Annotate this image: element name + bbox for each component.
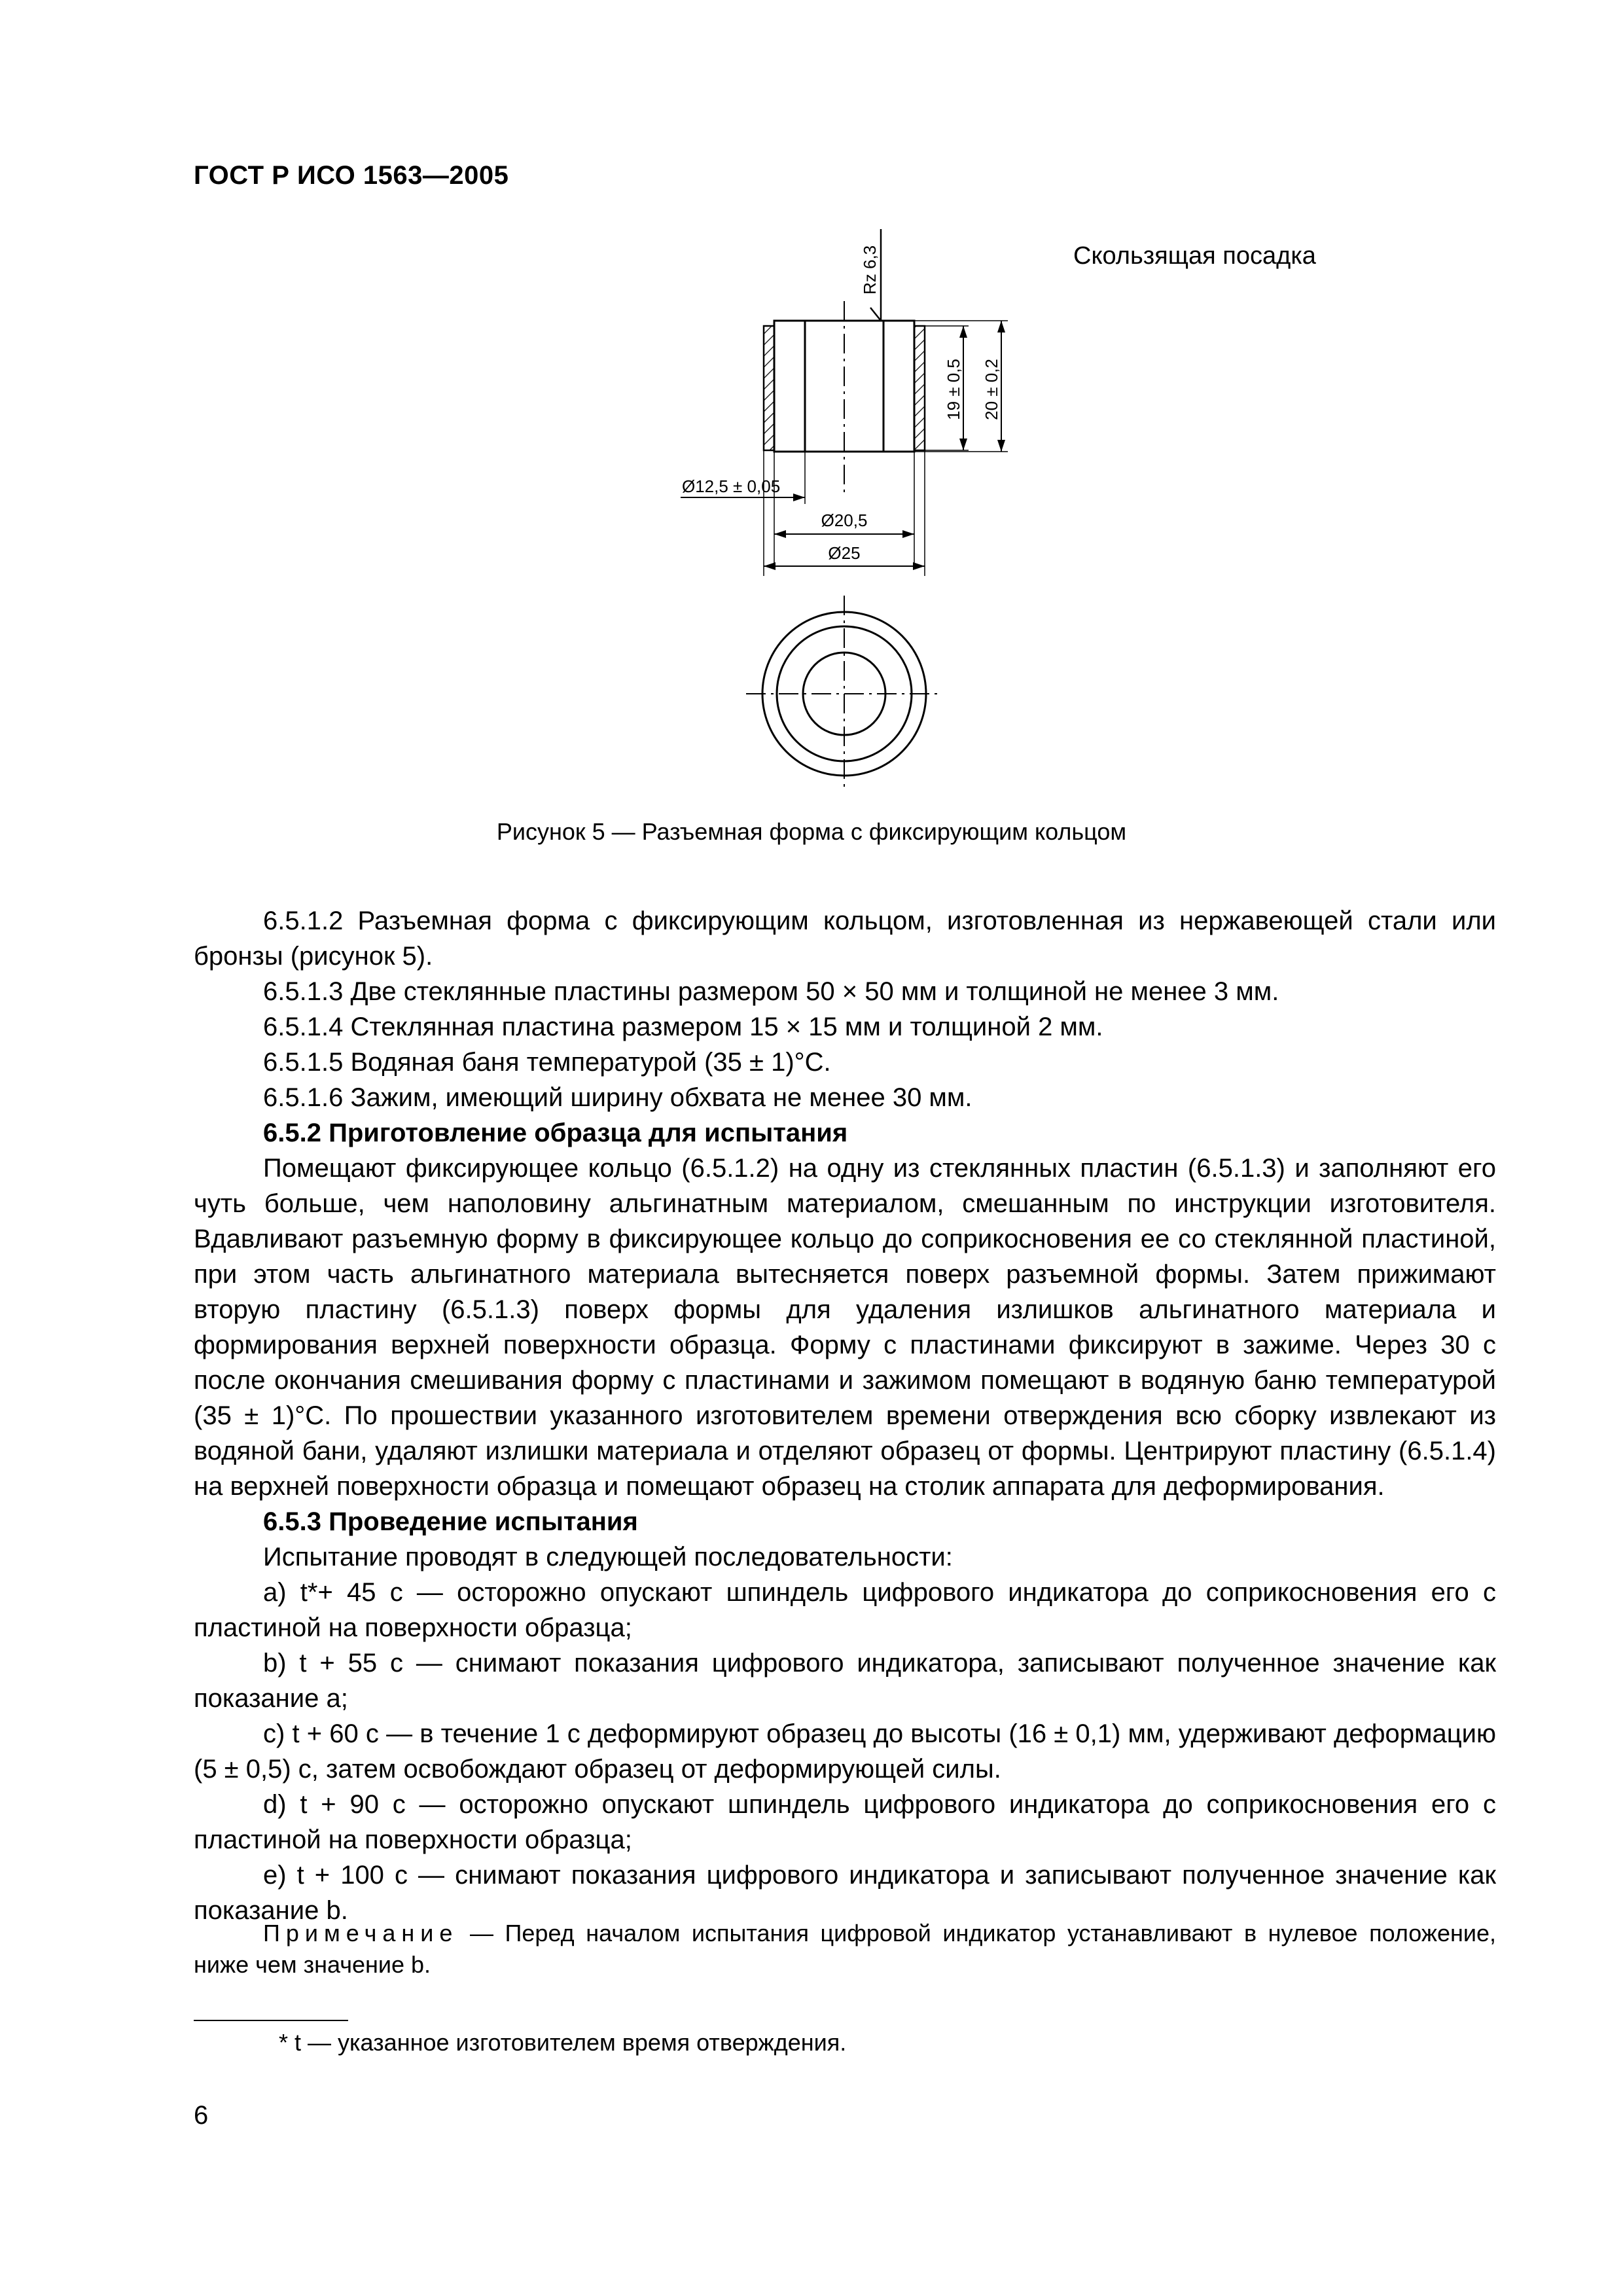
para-6-5-1-3: 6.5.1.3 Две стеклянные пластины размером 50 × 50 мм и толщиной не менее 3 мм. [263,977,1279,1006]
diameter-dimensions [681,450,925,576]
ring-wall-right [914,326,925,450]
dim-height-19: 19 ± 0,5 [944,359,963,420]
body-text [194,903,1496,1928]
footnote-rule [194,2020,348,2021]
dim-inner-diameter: Ø12,5 ± 0,05 [682,476,781,496]
heading-6-5-3: 6.5.3 Проведение испытания [263,1507,638,1536]
step-a: а) t*+ 45 с — осторожно опускают шпиндель цифрового индикатора до соприкосновения его с пластиной на поверхности образца; [194,1578,1496,1642]
section-view [764,301,925,497]
roughness-symbol [860,229,881,321]
figure-caption: Рисунок 5 — Разъемная форма с фиксирующим кольцом [496,818,1127,845]
page-number: 6 [194,2101,209,2130]
para-6-5-1-4: 6.5.1.4 Стеклянная пластина размером 15 × 15 мм и толщиной 2 мм. [263,1013,1103,1041]
document-header: ГОСТ Р ИСО 1563—2005 [194,161,509,190]
height-dimensions [914,321,1008,452]
step-e: е) t + 100 с — снимают показания цифрового индикатора и записывают полученное значение как показание b. [194,1861,1496,1925]
dim-height-20: 20 ± 0,2 [982,359,1001,420]
para-test-sequence: Испытание проводят в следующей последовательности: [263,1543,953,1571]
dim-middle-diameter: Ø20,5 [821,511,868,530]
footnote: * t — указанное изготовителем время отверждения. [279,2029,847,2056]
para-6-5-1-5: 6.5.1.5 Водяная баня температурой (35 ± 1)°С. [263,1048,831,1077]
step-b: b) t + 55 с — снимают показания цифрового индикатора, записывают полученное значение как показание а; [194,1649,1496,1713]
roughness-label: Rz 6,3 [860,245,880,295]
para-6-5-1-2: 6.5.1.2 Разъемная форма с фиксирующим кольцом, изготовленная из нержавеющей стали или бронзы (рисунок 5). [194,906,1496,971]
note [194,1918,1496,1981]
para-6-5-1-6: 6.5.1.6 Зажим, имеющий ширину обхвата не менее 30 мм. [263,1083,972,1112]
dim-outer-diameter: Ø25 [828,543,861,563]
top-view [746,596,942,792]
step-c: с) t + 60 с — в течение 1 с деформируют образец до высоты (16 ± 0,1) мм, удерживают деформацию (5 ± 0,5) с, затем освобождают образец от деформирующей силы. [194,1719,1496,1784]
ring-wall-left [764,326,774,450]
step-d: d) t + 90 с — осторожно опускают шпиндель цифрового индикатора до соприкосновения его с пластиной на поверхности образца; [194,1790,1496,1854]
note-label: Примечание [263,1920,459,1946]
figure-5-drawing [654,209,1073,812]
note-text: — Перед началом испытания цифровой индикатор устанавливают в нулевое положение, ниже чем значение b. [194,1920,1496,1978]
para-sample-preparation: Помещают фиксирующее кольцо (6.5.1.2) на одну из стеклянных пластин (6.5.1.3) и заполняют его чуть больше, чем наполовину альгинатным материалом, смешанным по инструкции изготовителя. Вдавливают разъемную форму в фиксирующее кольцо до соприкосновения ее со стеклянной пластиной, при этом часть альгинатного материала вытесняется поверх разъемной формы. Затем прижимают вторую пластину (6.5.1.3) поверх формы для удаления излишков альгинатного материала и формирования верхней поверхности образца. Форму с пластинами фиксируют в зажиме. Через 30 с после окончания смешивания форму с пластинами и зажимом помещают в водяную баню температурой (35 ± 1)°С. По прошествии указанного изготовителем времени отверждения всю сборку извлекают из водяной бани, удаляют излишки материала и отделяют образец от формы. Центрируют пластину (6.5.1.4) на верхней поверхности образца и помещают образец на столик аппарата для деформирования. [194,1154,1496,1501]
fit-note: Скользящая посадка [1073,242,1316,270]
heading-6-5-2: 6.5.2 Приготовление образца для испытания [263,1119,848,1147]
